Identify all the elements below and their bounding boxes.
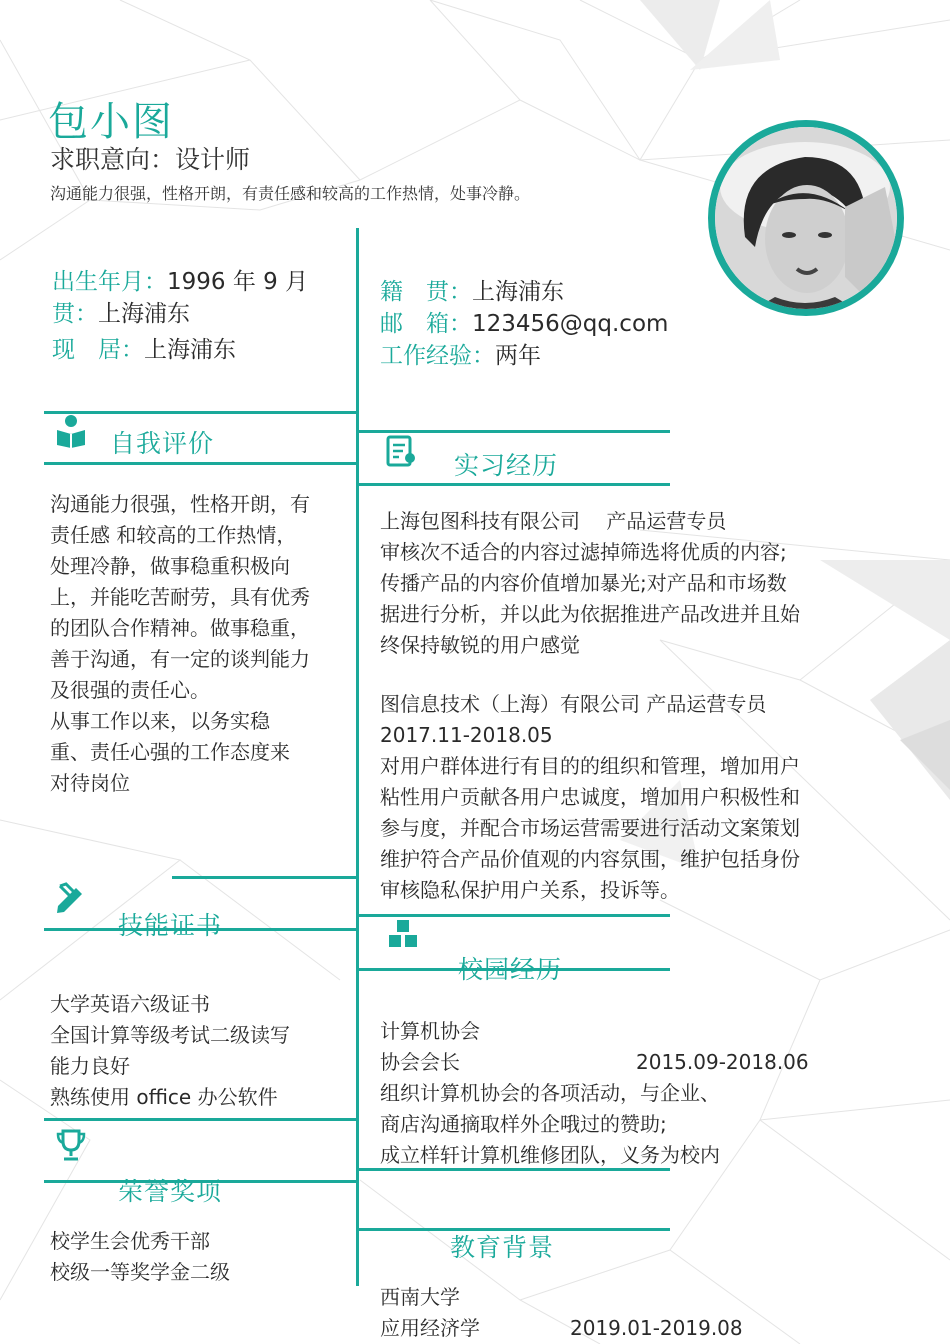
internship-title: 实习经历: [454, 451, 559, 480]
skills-title: 技能证书: [118, 911, 223, 940]
pencil-ruler-icon: [54, 880, 88, 914]
self-eval-text: 沟通能力很强，性格开朗，有 责任感 和较高的工作热情， 处理冷静，做事稳重积极向 上，并能吃苦耐劳，具有优秀 的团队合作精神。做事稳重， 善于沟通，有一定的谈判能力 及很强的责任心。 从事工作以来，以务实稳 重、责任心强的工作态度来 对待岗位: [50, 492, 310, 795]
education-title: 教育背景: [450, 1233, 555, 1262]
divider-line: [358, 914, 670, 917]
info-birth: 出生年月：1996 年 9 月: [52, 269, 309, 295]
internship-job-2: 图信息技术（上海）有限公司 产品运营专员 2017.11-2018.05 对用户群体进行有目的的组织和管理，增加用户 粘性用户贡献各用户忠诚度，增加用户积极性和 参与度，并配合市场运营需要进行活动文案策划 维护符合产品价值观的内容氛围，维护包括身份 审核隐私保护用户关系，投诉等。: [380, 692, 800, 902]
internship-job-1: 上海包图科技有限公司 产品运营专员 审核次不适合的内容过滤掉筛选将优质的内容; 传播产品的内容价值增加暴光;对产品和市场数 据进行分析，并以此为依据推进产品改进并且始 终保持敏锐的用户感觉: [380, 509, 800, 657]
boxes-icon: [386, 918, 420, 952]
job-intent: 求职意向：设计师: [50, 145, 251, 174]
divider-line: [44, 462, 356, 465]
honors-text: 校学生会优秀干部 校级一等奖学金二级: [50, 1229, 230, 1284]
candidate-name: 包小图: [48, 99, 174, 145]
divider-line: [358, 483, 670, 486]
divider-line: [44, 411, 356, 414]
resume-document-icon: [384, 434, 418, 468]
info-email: 邮 箱：123456@qq.com: [380, 311, 669, 337]
campus-text: 计算机协会 协会会长 2015.09-2018.06 组织计算机协会的各项活动，与企业、 商店沟通摘取样外企哦过的赞助; 成立样轩计算机维修团队，义务为校内: [380, 1019, 809, 1167]
self-eval-title: 自我评价: [110, 429, 215, 458]
divider-line: [358, 1168, 670, 1171]
divider-line: [44, 1118, 356, 1121]
tagline: 沟通能力很强，性格开朗，有责任感和较高的工作热情，处事冷静。: [50, 184, 531, 203]
info-residence: 现 居：上海浦东: [52, 337, 236, 363]
trophy-icon: [54, 1128, 88, 1162]
timeline-divider: [356, 228, 359, 1286]
divider-line: [172, 876, 358, 879]
portrait-image: [715, 127, 897, 309]
person-reading-icon: [54, 414, 88, 448]
info-experience: 工作经验：两年: [380, 343, 541, 369]
skills-text: 大学英语六级证书 全国计算等级考试二级读写 能力良好 熟练使用 office 办公软件: [50, 992, 290, 1109]
honors-title: 荣誉奖项: [118, 1177, 223, 1206]
info-hometown: 籍 贯：上海浦东: [380, 279, 564, 305]
campus-title: 校园经历: [458, 955, 563, 984]
info-left: [52, 266, 308, 366]
info-origin: 贯：上海浦东: [52, 301, 190, 327]
info-right: [380, 276, 668, 372]
profile-photo: [708, 120, 904, 316]
divider-line: [358, 430, 670, 433]
education-text: 西南大学 应用经济学 2019.01-2019.08: [380, 1285, 743, 1340]
